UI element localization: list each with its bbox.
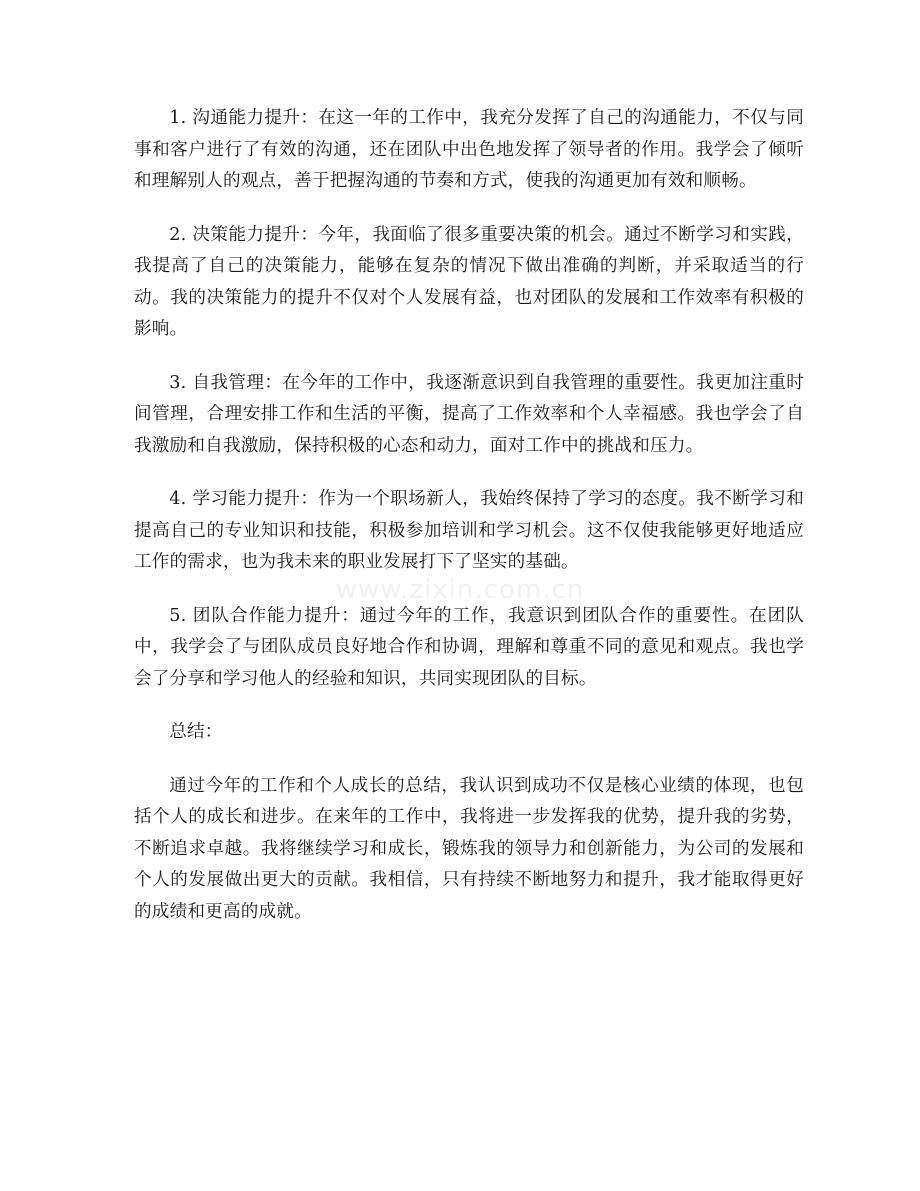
document-body xyxy=(134,103,804,950)
summary-heading: 总结： xyxy=(169,722,223,742)
paragraph-teamwork: 5. 团队合作能力提升：通过今年的工作，我意识到团队合作的重要性。在团队中，我学会了与团队成员良好地合作和协调，理解和尊重不同的意见和观点。我也学会了分享和学习他人的经验和知识，共同实现团队的目标。 xyxy=(134,605,804,689)
paragraph-learning: 4. 学习能力提升：作为一个职场新人，我始终保持了学习的态度。我不断学习和提高自己的专业知识和技能，积极参加培训和学习机会。这不仅使我能够更好地适应工作的需求，也为我未来的职业发展打下了坚实的基础。 xyxy=(134,489,804,572)
paragraph-self-management: 3. 自我管理：在今年的工作中，我逐渐意识到自我管理的重要性。我更加注重时间管理，合理安排工作和生活的平衡，提高了工作效率和个人幸福感。我也学会了自我激励和自我激励，保持积极的心态和动力，面对工作中的挑战和压力。 xyxy=(134,372,804,456)
paragraph-summary: 通过今年的工作和个人成长的总结，我认识到成功不仅是核心业绩的体现，也包括个人的成长和进步。在来年的工作中，我将进一步发挥我的优势，提升我的劣势，不断追求卓越。我将继续学习和成长，锻炼我的领导力和创新能力，为公司的发展和个人的发展做出更大的贡献。我相信，只有持续不断地努力和提升，我才能取得更好的成绩和更高的成就。 xyxy=(134,775,804,922)
watermark: www.zixin.com.cn xyxy=(335,575,585,605)
paragraph-decision-making: 2. 决策能力提升：今年，我面临了很多重要决策的机会。通过不断学习和实践，我提高了自己的决策能力，能够在复杂的情况下做出准确的判断，并采取适当的行动。我的决策能力的提升不仅对个人发展有益，也对团队的发展和工作效率有积极的影响。 xyxy=(134,224,804,339)
paragraph-communication: 1. 沟通能力提升：在这一年的工作中，我充分发挥了自己的沟通能力，不仅与同事和客户进行了有效的沟通，还在团队中出色地发挥了领导者的作用。我学会了倾听和理解别人的观点，善于把握沟通的节奏和方式，使我的沟通更加有效和顺畅。 xyxy=(134,108,804,191)
